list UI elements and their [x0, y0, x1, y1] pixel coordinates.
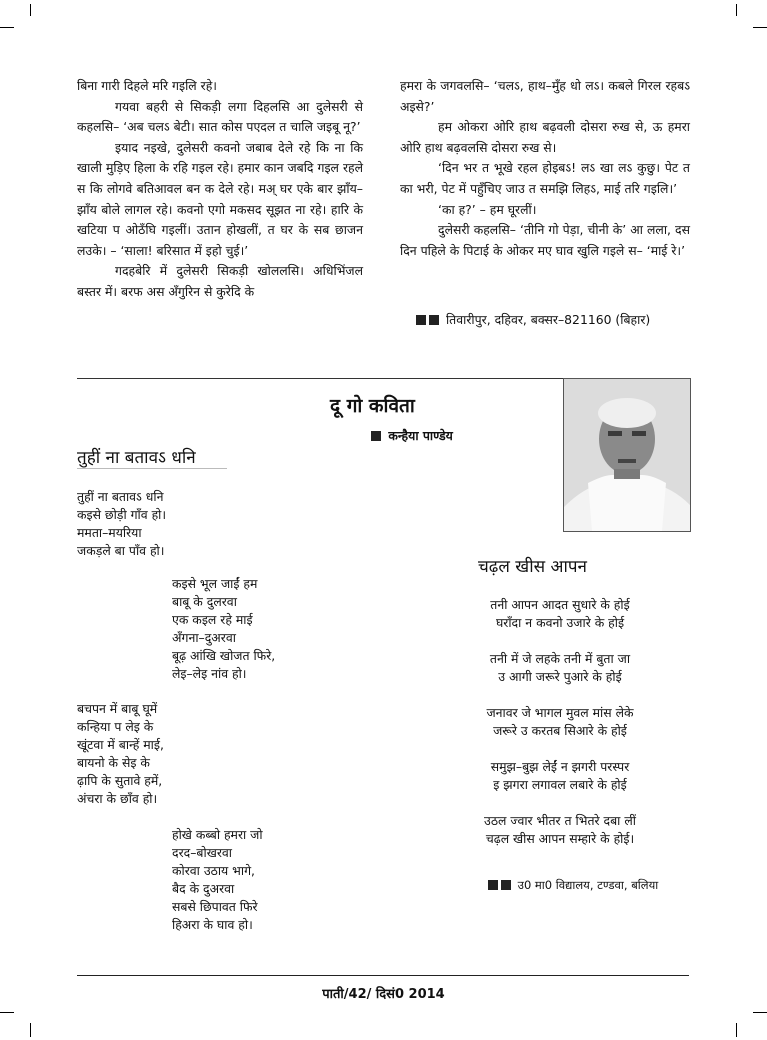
author-photo — [563, 378, 691, 532]
poem-line: हिअरा के घाव हो। — [172, 917, 253, 932]
poem2-couplet — [430, 596, 690, 632]
poem-line: अँगना–दुअरवा — [172, 630, 236, 645]
section-title: दू गो कविता — [330, 395, 415, 417]
poem-line: कन्हिया प लेइ के — [77, 719, 154, 734]
poem2-body — [430, 596, 690, 866]
poem2-affiliation — [488, 878, 658, 893]
poem-line: कइसे छोड़ी गाँव हो। — [77, 507, 167, 522]
bullet-square-icon — [371, 431, 381, 441]
bullet-square-icon — [501, 880, 511, 890]
poem-line: चढ़ल खीस आपन सम्हारे के होई। — [485, 831, 635, 846]
poem-line: बायनो के सेइ के — [77, 755, 150, 770]
poem2-couplet — [430, 758, 690, 794]
article-left-column — [77, 76, 363, 303]
poem-line: जकड़ले बा पाँव हो। — [77, 543, 165, 558]
poem2-couplet — [430, 812, 690, 848]
poem-line: समुझ–बुझ लेईं न झगरी परस्पर — [490, 759, 630, 774]
article-paragraph: ‘दिन भर त भूखे रहल होइबऽ! लऽ खा लऽ कुछु। पेट त का भरी, पेट में पहुँचिए जाउ त समझि लिहऽ, माई तरि गइलि।’ — [400, 160, 690, 196]
poem1-stanza2 — [172, 575, 275, 683]
poem2-title: चढ़ल खीस आपन — [478, 557, 587, 577]
poem-line: कोरवा उठाय भागे, — [172, 863, 255, 878]
poem-line: घराँदा न कवनो उजारे के होई — [495, 615, 625, 630]
article-paragraph: गदहबेरि में दुलेसरी सिकड़ी खोललसि। अधिभिंजल बस्तर में। बरफ अस अँगुरिन से कुरेदि के — [77, 263, 363, 299]
crop-mark — [736, 4, 737, 16]
page-footer: पाती/42/ दिसं0 2014 — [322, 987, 445, 1002]
address-text: तिवारीपुर, दहिवर, बक्सर–821160 (बिहार) — [445, 312, 651, 327]
crop-mark — [753, 1012, 767, 1013]
poem-line: बाबू के दुलरवा — [172, 594, 237, 609]
poem-line: खूंटवा में बान्हें माई, — [77, 737, 164, 752]
article-paragraph: हम ओकरा ओरि हाथ बढ़वली दोसरा रुख से, ऊ हमरा ओरि हाथ बढ़वलसि दोसरा रुख से। — [400, 119, 690, 155]
poem1-stanza4 — [172, 826, 263, 934]
poem-line: तुहीं ना बतावऽ धनि — [77, 489, 164, 504]
footer-rule — [77, 975, 689, 976]
article-paragraph: बिना गारी दिहले मरि गइलि रहे। — [77, 78, 217, 93]
poem-line: जरूरे उ करतब सिआरे के होई — [493, 723, 627, 738]
author-name: कन्हैया पाण्डेय — [388, 428, 453, 443]
poem-line: एक कइल रहे माई — [172, 612, 253, 627]
article-paragraph: हमरा के जगवलसि– ‘चलऽ, हाथ–मुँह धो लऽ। कबले गिरल रहबऽ अइसे?’ — [400, 78, 690, 114]
section-divider — [77, 378, 563, 379]
crop-mark — [736, 1023, 737, 1037]
bullet-square-icon — [416, 315, 426, 325]
crop-mark — [753, 27, 767, 28]
article-paragraph: गयवा बहरी से सिकड़ी लगा दिहलसि आ दुलेसरी से कहलसि– ‘अब चलऽ बेटी। सात कोस पएदल त चालि जइबू नू?’ — [77, 98, 363, 135]
poem-line: ममता–मयरिया — [77, 525, 142, 540]
poem-line: बैद के दुअरवा — [172, 881, 235, 896]
poem-line: दरद–बोखरवा — [172, 845, 233, 860]
bullet-square-icon — [488, 880, 498, 890]
bullet-square-icon — [429, 315, 439, 325]
portrait-image — [564, 379, 690, 531]
poem-line: होखे कब्बो हमरा जो — [172, 827, 263, 842]
poem-line: तनी में जे लहके तनी में बुता जा — [489, 651, 631, 666]
poem-line: कइसे भूल जाईं हम — [172, 576, 258, 591]
poem-line: उठल ज्वार भीतर त भितरे दबा लीं — [484, 813, 636, 828]
crop-mark — [30, 4, 31, 16]
poem-line: सबसे छिपावत फिरे — [172, 899, 258, 914]
poem1-title: तुहीं ना बतावऽ धनि — [77, 448, 196, 468]
affiliation-text: उ0 मा0 विद्यालय, टण्डवा, बलिया — [517, 878, 659, 892]
poem-line: ढ़ापि के सुतावे हमें, — [77, 773, 163, 788]
crop-mark — [0, 1012, 14, 1013]
article-author-address — [416, 311, 650, 328]
crop-mark — [0, 27, 14, 28]
poem-line: लेइ–लेइ नांव हो। — [172, 666, 247, 681]
poem-line: जनावर जे भागल मुवल मांस लेके — [486, 705, 634, 720]
article-paragraph: इयाद नइखे, दुलेसरी कवनो जबाब देले रहे कि ना कि खाली मुड़िए हिला के रहि गइल रहे। हमार कान जबदि गइल रहले स कि लोगवे बतिआवल बन क देले रहे। मअ् घर एके बार झाँय–झाँय बोले लागल रहे। कवनो एगो मकसद सूझत ना रहे। हारि के खटिया प ओठँघि गइलीं। उतान होखलीं, त घर के सब छाजन लउके। – ‘साला! बरिसात में इहो चुई।’ — [77, 139, 363, 258]
poem-line: उ आगी जरूरे पुआरे के होई — [498, 669, 622, 684]
poem2-couplet — [430, 650, 690, 686]
article-paragraph: दुलेसरी कहलसि– ‘तीनि गो पेड़ा, चीनी के’ आ लला, दस दिन पहिले के पिटाई के ओकर मए घाव खुलि गइले स– ‘माई रे।’ — [400, 222, 690, 258]
poem-line: बचपन में बाबू घूमें — [77, 701, 158, 716]
article-paragraph: ‘का ह?’ – हम घूरलीं। — [438, 201, 537, 217]
poem1-stanza1 — [77, 488, 166, 560]
section-author — [371, 427, 453, 444]
poem1-stanza3 — [77, 700, 164, 808]
poem2-couplet — [430, 704, 690, 740]
poem-line: इ झगरा लगावल लबारे के होई — [493, 777, 627, 792]
poem1-title-underline — [77, 468, 227, 469]
article-right-column — [400, 76, 690, 261]
poem-line: बूढ़ आंखि खोजत फिरे, — [172, 648, 276, 663]
crop-mark — [30, 1023, 31, 1037]
poem-line: अंचरा के छाँव हो। — [77, 791, 158, 806]
poem-line: तनी आपन आदत सुधारे के होई — [490, 597, 630, 612]
